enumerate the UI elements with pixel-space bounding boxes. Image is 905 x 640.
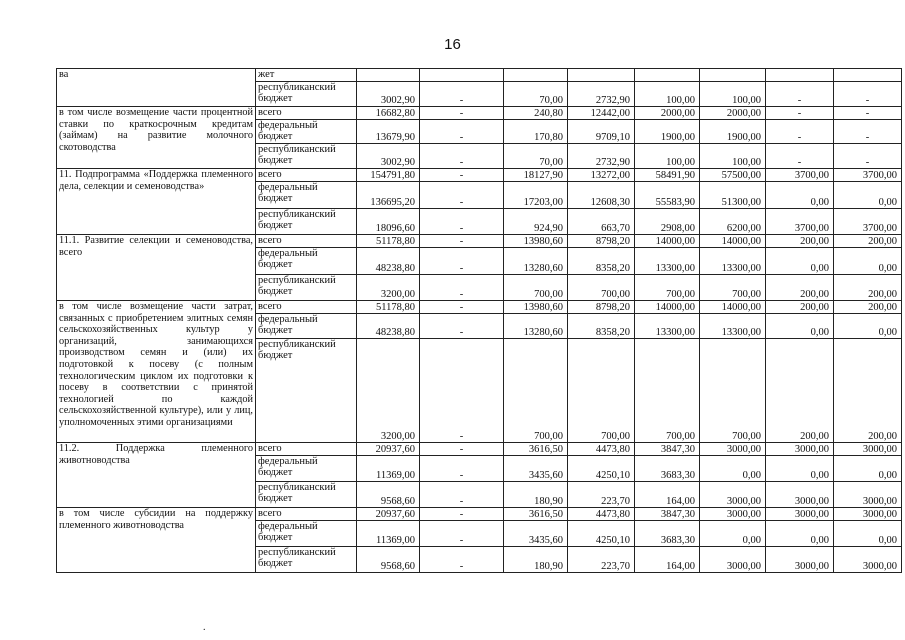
value-cell: 2732,90 [568,82,635,107]
funding-source: федеральный бюджет [256,182,357,209]
value-cell: 136695,20 [357,182,420,209]
value-cell: 0,00 [834,248,902,275]
value-cell: 223,70 [568,482,635,508]
value-cell: - [834,107,902,120]
value-cell: 200,00 [766,275,834,301]
value-cell: 13980,60 [504,301,568,314]
row-description: в том числе субсидии на поддержку племенного животноводства [57,508,256,573]
value-cell: 13280,60 [504,314,568,339]
row-description: 11.2. Поддержка племенного животноводства [57,443,256,508]
value-cell: 240,80 [504,107,568,120]
value-cell: 3700,00 [766,209,834,235]
value-cell: 200,00 [766,235,834,248]
value-cell: 200,00 [834,339,902,443]
value-cell: 200,00 [834,275,902,301]
value-cell: 200,00 [834,301,902,314]
value-cell [834,69,902,82]
value-cell: 8358,20 [568,314,635,339]
value-cell: 12608,30 [568,182,635,209]
budget-table [56,68,902,573]
value-cell: 3000,00 [834,443,902,456]
value-cell: - [420,521,504,547]
value-cell: 3000,00 [700,508,766,521]
funding-source: всего [256,107,357,120]
value-cell: 9568,60 [357,482,420,508]
value-cell: 20937,60 [357,443,420,456]
funding-source: республиканский бюджет [256,547,357,573]
page-dot: . [203,622,206,633]
value-cell: 223,70 [568,547,635,573]
value-cell: 70,00 [504,82,568,107]
value-cell: 700,00 [635,275,700,301]
value-cell: 700,00 [635,339,700,443]
value-cell: 17203,00 [504,182,568,209]
funding-source: федеральный бюджет [256,456,357,482]
value-cell [420,69,504,82]
funding-source: федеральный бюджет [256,314,357,339]
value-cell: 3616,50 [504,508,568,521]
value-cell: 154791,80 [357,169,420,182]
value-cell: 3700,00 [766,169,834,182]
value-cell: 3002,90 [357,144,420,169]
value-cell: 3683,30 [635,521,700,547]
value-cell: 164,00 [635,547,700,573]
value-cell: 3000,00 [834,508,902,521]
value-cell: 200,00 [766,339,834,443]
value-cell: 55583,90 [635,182,700,209]
value-cell: 164,00 [635,482,700,508]
value-cell: 700,00 [700,275,766,301]
value-cell: - [420,314,504,339]
value-cell: - [420,301,504,314]
value-cell: 3000,00 [834,547,902,573]
value-cell: 3000,00 [700,443,766,456]
value-cell: 3000,00 [766,508,834,521]
value-cell: 3000,00 [700,547,766,573]
value-cell: - [766,120,834,144]
value-cell: 1900,00 [635,120,700,144]
value-cell: 11369,00 [357,456,420,482]
table-row [57,235,902,248]
funding-source: жет [256,69,357,82]
value-cell: 3847,30 [635,443,700,456]
value-cell: 3200,00 [357,339,420,443]
value-cell: 48238,80 [357,248,420,275]
funding-source: федеральный бюджет [256,521,357,547]
value-cell [568,69,635,82]
value-cell: - [420,443,504,456]
value-cell: 4473,80 [568,508,635,521]
value-cell: - [420,275,504,301]
value-cell: - [834,144,902,169]
value-cell: 20937,60 [357,508,420,521]
value-cell: 3616,50 [504,443,568,456]
value-cell: 0,00 [766,182,834,209]
value-cell: - [766,144,834,169]
funding-source: всего [256,443,357,456]
row-description: 11.1. Развитие селекции и семеноводства, всего [57,235,256,301]
value-cell: - [420,339,504,443]
funding-source: республиканский бюджет [256,275,357,301]
funding-source: республиканский бюджет [256,144,357,169]
value-cell: - [420,82,504,107]
value-cell: 100,00 [635,144,700,169]
value-cell: 100,00 [700,144,766,169]
value-cell: 180,90 [504,547,568,573]
table-row [57,301,902,314]
value-cell: 18127,90 [504,169,568,182]
value-cell: 8798,20 [568,301,635,314]
value-cell: 2732,90 [568,144,635,169]
value-cell: 51300,00 [700,182,766,209]
value-cell: 14000,00 [700,301,766,314]
value-cell: 11369,00 [357,521,420,547]
value-cell: 3435,60 [504,521,568,547]
value-cell: 0,00 [834,521,902,547]
funding-source: всего [256,508,357,521]
funding-source: республиканский бюджет [256,339,357,443]
table-row [57,107,902,120]
value-cell: 51178,80 [357,301,420,314]
value-cell: - [420,169,504,182]
value-cell: 12442,00 [568,107,635,120]
value-cell [357,69,420,82]
value-cell: 3000,00 [766,547,834,573]
value-cell: 3000,00 [700,482,766,508]
value-cell: 0,00 [700,521,766,547]
table-row [57,169,902,182]
value-cell: - [420,209,504,235]
table-row [57,443,902,456]
funding-source: всего [256,301,357,314]
value-cell: - [420,235,504,248]
value-cell: 3683,30 [635,456,700,482]
value-cell: - [420,120,504,144]
value-cell: 2000,00 [635,107,700,120]
value-cell [635,69,700,82]
value-cell: 200,00 [766,301,834,314]
value-cell: 0,00 [766,456,834,482]
value-cell: 0,00 [766,521,834,547]
table-body [57,69,902,573]
value-cell: 3000,00 [766,482,834,508]
value-cell: 100,00 [635,82,700,107]
value-cell: 13280,60 [504,248,568,275]
value-cell: 0,00 [700,456,766,482]
value-cell: 13272,00 [568,169,635,182]
row-description: 11. Подпрограмма «Поддержка племенного дела, селекции и семеноводства» [57,169,256,235]
value-cell: 51178,80 [357,235,420,248]
value-cell: 700,00 [568,339,635,443]
value-cell: 0,00 [766,248,834,275]
funding-source: республиканский бюджет [256,482,357,508]
value-cell: - [834,120,902,144]
value-cell: 9568,60 [357,547,420,573]
value-cell: 3847,30 [635,508,700,521]
value-cell: 0,00 [834,314,902,339]
row-description: в том числе возмещение части процентной ставки по краткосрочным кредитам (займам) на развитие молочного скотоводства [57,107,256,169]
value-cell: 13300,00 [700,248,766,275]
value-cell: 4250,10 [568,456,635,482]
value-cell: - [420,547,504,573]
value-cell: 200,00 [834,235,902,248]
value-cell: - [834,82,902,107]
value-cell: 2000,00 [700,107,766,120]
value-cell: 4473,80 [568,443,635,456]
value-cell [700,69,766,82]
value-cell: 3700,00 [834,169,902,182]
value-cell: 700,00 [504,339,568,443]
value-cell: - [420,144,504,169]
page-number: 16 [444,36,461,53]
value-cell: 70,00 [504,144,568,169]
value-cell: 700,00 [700,339,766,443]
value-cell: 663,70 [568,209,635,235]
value-cell: 3200,00 [357,275,420,301]
value-cell: 4250,10 [568,521,635,547]
value-cell: 13980,60 [504,235,568,248]
funding-source: федеральный бюджет [256,120,357,144]
value-cell: 57500,00 [700,169,766,182]
funding-source: республиканский бюджет [256,209,357,235]
value-cell: 700,00 [504,275,568,301]
value-cell: 14000,00 [700,235,766,248]
value-cell: 3000,00 [834,482,902,508]
value-cell: - [766,107,834,120]
funding-source: всего [256,235,357,248]
row-description: ва [57,69,256,107]
value-cell: 700,00 [568,275,635,301]
value-cell: 48238,80 [357,314,420,339]
value-cell: 3435,60 [504,456,568,482]
value-cell: - [420,248,504,275]
table-row [57,508,902,521]
value-cell: 6200,00 [700,209,766,235]
value-cell: - [420,482,504,508]
value-cell: 180,90 [504,482,568,508]
value-cell: 0,00 [766,314,834,339]
value-cell: 1900,00 [700,120,766,144]
value-cell: - [766,82,834,107]
value-cell: 0,00 [834,182,902,209]
value-cell: 2908,00 [635,209,700,235]
value-cell: 13300,00 [635,248,700,275]
value-cell: - [420,456,504,482]
value-cell: 3700,00 [834,209,902,235]
table-row [57,69,902,82]
value-cell: - [420,107,504,120]
value-cell: 3002,90 [357,82,420,107]
value-cell: 170,80 [504,120,568,144]
value-cell [766,69,834,82]
value-cell: 14000,00 [635,301,700,314]
value-cell: - [420,508,504,521]
value-cell: 100,00 [700,82,766,107]
value-cell: 14000,00 [635,235,700,248]
funding-source: федеральный бюджет [256,248,357,275]
value-cell: 18096,60 [357,209,420,235]
value-cell: 8358,20 [568,248,635,275]
value-cell: 8798,20 [568,235,635,248]
value-cell: 16682,80 [357,107,420,120]
value-cell: 13300,00 [700,314,766,339]
value-cell: 13300,00 [635,314,700,339]
value-cell [504,69,568,82]
value-cell: 58491,90 [635,169,700,182]
funding-source: всего [256,169,357,182]
value-cell: - [420,182,504,209]
funding-source: республиканский бюджет [256,82,357,107]
value-cell: 9709,10 [568,120,635,144]
value-cell: 924,90 [504,209,568,235]
value-cell: 3000,00 [766,443,834,456]
value-cell: 0,00 [834,456,902,482]
row-description: в том числе возмещение части затрат, связанных с приобретением элитных семян сельскохозяйственных культур у организаций, занимающихся производством семян и (или) их подготовкой к посеву (с полным технологическим циклом их подготовки к посеву в соответствии с принятой технологией по каждой сельскохозяйственной культуре), или у лиц, уполномоченных этими организациями [57,301,256,443]
value-cell: 13679,90 [357,120,420,144]
